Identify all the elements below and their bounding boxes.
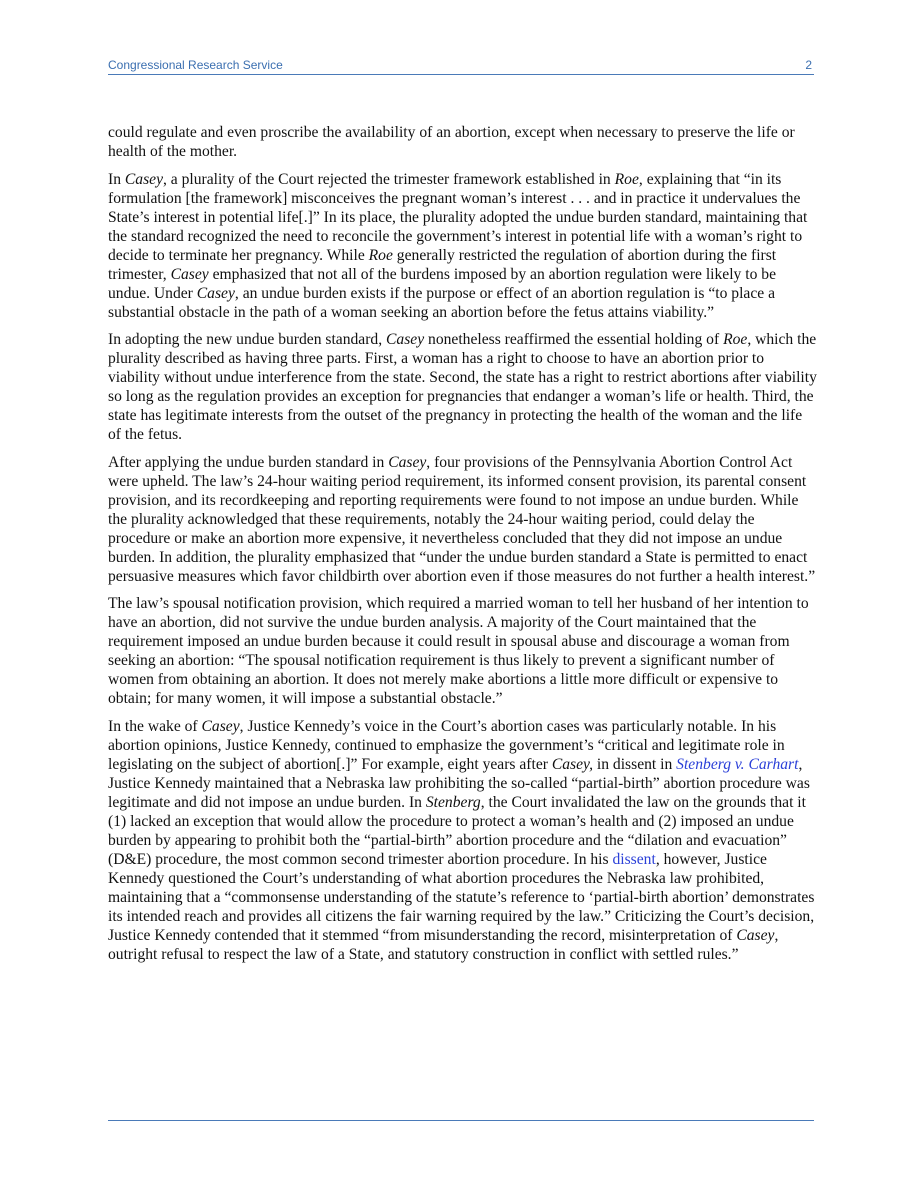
text-run: , Justice Kennedy maintained that a Nebraska law prohibiting the so-called “partial-birth” abortion procedure was legitimate and did not impose an undue burden. In (108, 755, 810, 811)
paragraph-5 (108, 594, 818, 708)
paragraph-2 (108, 170, 818, 322)
text-run: nonetheless reaffirmed the essential holding of (424, 331, 724, 348)
header-organization: Congressional Research Service (108, 58, 283, 72)
text-run: , Justice Kennedy’s voice in the Court’s abortion cases was particularly notable. In his abortion opinions, Justice Kennedy, continued to emphasize the government’s “critical and legitimate role in legislating on the subject of abortion[.]” For example, eight years after (108, 717, 785, 773)
case-name: Casey (196, 284, 235, 302)
case-name: Casey (124, 170, 163, 188)
case-name: Casey (736, 926, 775, 944)
paragraph-4 (108, 453, 818, 586)
case-name: Stenberg (425, 793, 481, 811)
paragraph-3 (108, 330, 818, 444)
text-run: emphasized that not all of the burdens imposed by an abortion regulation were likely to be undue. Under (108, 265, 777, 302)
case-name: Roe (723, 331, 748, 348)
text-run: , four provisions of the Pennsylvania Abortion Control Act were upheld. The law’s 24-hour waiting period requirement, its informed consent provision, its parental consent provision, and its recordkeeping and reporting requirements were found to not impose an undue burden. While the plurality acknowledged that these requirements, notably the 24-hour waiting period, could delay the procedure or make an abortion more expensive, it nevertheless concluded that they did not impose an undue burden. In addition, the plurality emphasized that “under the undue burden standard a State is permitted to enact persuasive measures which favor childbirth over abortion even if those measures do not further a health interest.” (108, 453, 816, 585)
text-run: The law’s spousal notification provision, which required a married woman to tell her husband of her intention to have an abortion, did not survive the undue burden analysis. A majority of the Court maintained that the requirement imposed an undue burden because it could result in spousal abuse and discourage a woman from seeking an abortion: “The spousal notification requirement is thus likely to prevent a significant number of women from obtaining an abortion. It does not merely make abortions a little more difficult or expensive to obtain; for many women, it will impose a substantial obstacle.” (108, 595, 809, 707)
case-name: Casey (201, 717, 240, 735)
page-header (108, 58, 814, 75)
text-run: in dissent in (593, 755, 677, 773)
stenberg-v-carhart-link[interactable]: Stenberg v. Carhart (676, 755, 799, 773)
case-name: Casey (170, 265, 209, 283)
text-run: could regulate and even proscribe the availability of an abortion, except when necessary to preserve the life or health of the mother. (108, 124, 795, 160)
case-name: Roe (614, 170, 639, 188)
case-name: Casey (388, 453, 427, 471)
document-body (108, 123, 818, 972)
text-run: , an undue burden exists if the purpose or effect of an abortion regulation is “to place a substantial obstacle in the path of a woman seeking an abortion before the fetus attains viability.” (108, 284, 776, 321)
footer-rule (108, 1120, 814, 1121)
text-run: After applying the undue burden standard in (108, 453, 389, 471)
text-run: , a plurality of the Court rejected the trimester framework established in (163, 170, 615, 188)
dissent-link[interactable]: dissent (612, 850, 656, 868)
text-run: , which the plurality described as having three parts. First, a woman has a right to choose to have an abortion prior to viability without undue interference from the state. Second, the state has a right to restrict abortions after viability so long as the regulation provides an exception for pregnancies that endanger a woman’s life or health. Third, the state has legitimate interests from the outset of the pregnancy in protecting the health of the woman and the life of the fetus. (108, 331, 817, 443)
case-name: Casey (386, 331, 425, 348)
paragraph-6 (108, 717, 818, 964)
text-run: generally restricted the regulation of abortion during the first trimester, (108, 246, 777, 283)
text-run: In adopting the new undue burden standard, (108, 331, 387, 348)
text-run: In (108, 170, 125, 188)
case-name: Roe (368, 246, 393, 264)
case-name: Casey, (551, 755, 593, 773)
text-run: , outright refusal to respect the law of a State, and statutory construction in conflict with settled rules.” (108, 926, 779, 963)
paragraph-1 (108, 123, 818, 161)
text-run: , explaining that “in its formulation [the framework] misconceives the pregnant woman’s interest . . . and in practice it undervalues the State’s interest in potential life[.]” In its place, the plurality adopted the undue burden standard, maintaining that the standard recognized the need to reconcile the government’s interest in potential life with a woman’s right to decide to terminate her pregnancy. While (108, 170, 808, 264)
page-number: 2 (805, 58, 812, 72)
text-run: , the Court invalidated the law on the grounds that it (1) lacked an exception that would allow the procedure to protect a woman’s health and (2) imposed an undue burden by appearing to prohibit both the “partial-birth” abortion procedure and the “dilation and evacuation” (D&E) procedure, the most common second trimester abortion procedure. In his (108, 793, 806, 868)
text-run: , however, Justice Kennedy questioned the Court’s understanding of what abortion procedures the Nebraska law prohibited, maintaining that a “commonsense understanding of the statute’s reference to ‘partial-birth abortion’ demonstrates its intended reach and provides all citizens the fair warning required by the law.” Criticizing the Court’s decision, Justice Kennedy contended that it stemmed “from misunderstanding the record, misinterpretation of (108, 850, 815, 944)
text-run: In the wake of (108, 717, 202, 735)
